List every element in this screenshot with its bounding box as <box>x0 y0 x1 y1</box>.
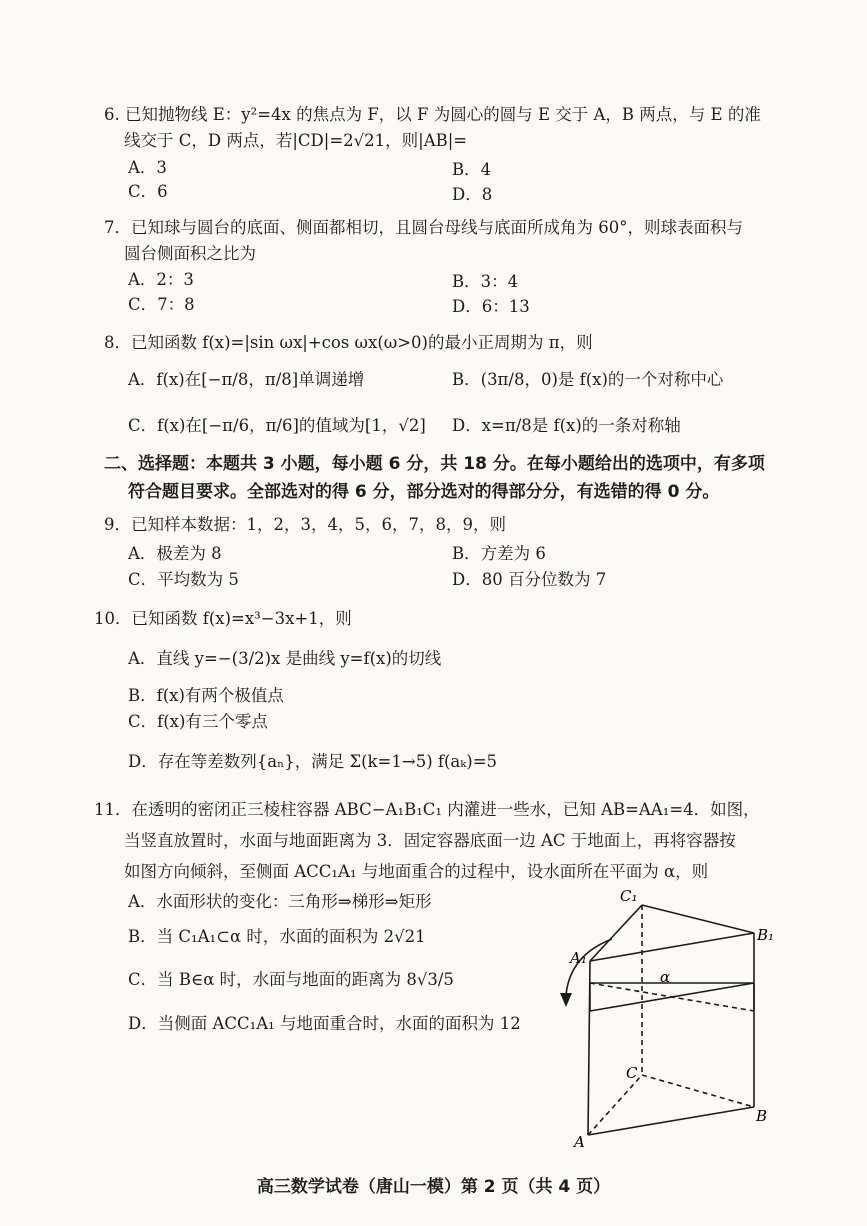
q11-stem-line1: 11．在透明的密闭正三棱柱容器 ABC−A₁B₁C₁ 内灌进一些水，已知 AB=AA₁=4．如图， <box>94 800 760 819</box>
question-11 <box>94 794 814 887</box>
q10-option-d: D．存在等差数列{aₙ}，满足 Σ(k=1→5) f(aₖ)=5 <box>128 752 498 771</box>
q9-stem: 9．已知样本数据：1，2，3，4，5，6，7，8，9，则 <box>104 515 506 534</box>
q10-option-c: C．f(x)有三个零点 <box>128 712 268 731</box>
prism-figure <box>550 885 790 1150</box>
q11-stem-line3: 如图方向倾斜，至侧面 ACC₁A₁ 与地面重合的过程中，设水面所在平面为 α，则 <box>124 862 709 881</box>
q9-option-c: C．平均数为 5 <box>128 570 239 589</box>
q9-option-a: A．极差为 8 <box>128 544 222 563</box>
label-b1: B₁ <box>757 926 775 944</box>
q11-option-d: D．当侧面 ACC₁A₁ 与地面重合时，水面的面积为 12 <box>128 1014 521 1033</box>
question-8 <box>104 330 794 356</box>
page-footer: 高三数学试卷（唐山一模）第 2 页（共 4 页） <box>256 1177 611 1197</box>
label-alpha: α <box>660 968 671 986</box>
q11-stem-line2: 当竖直放置时，水面与地面距离为 3．固定容器底面一边 AC 于地面上，再将容器按 <box>124 831 736 850</box>
q10-stem: 10．已知函数 f(x)=x³−3x+1，则 <box>94 609 352 628</box>
section-2-line2: 符合题目要求。全部选对的得 6 分，部分选对的得部分分，有选错的得 0 分。 <box>128 482 720 502</box>
label-a1: A₁ <box>570 949 587 967</box>
section-2-heading <box>104 450 804 506</box>
q7-option-c: C．7：8 <box>128 295 195 314</box>
label-a: A <box>574 1133 585 1150</box>
q7-stem-line2: 圆台侧面积之比为 <box>124 244 256 263</box>
q11-option-c: C．当 B∈α 时，水面与地面的距离为 8√3/5 <box>128 970 454 989</box>
q11-option-b: B．当 C₁A₁⊂α 时，水面的面积为 2√21 <box>128 927 426 946</box>
q7-option-a: A．2：3 <box>128 270 194 289</box>
q7-option-d: D．6：13 <box>452 297 530 316</box>
q10-option-b: B．f(x)有两个极值点 <box>128 686 284 705</box>
q6-option-b: B．4 <box>452 160 492 179</box>
q7-stem-line1: 7．已知球与圆台的底面、侧面都相切，且圆台母线与底面所成角为 60°，则球表面积与 <box>104 218 743 237</box>
question-6 <box>104 102 794 154</box>
label-c1: C₁ <box>620 887 638 905</box>
q6-stem-line2: 线交于 C，D 两点，若|CD|=2√21，则|AB|= <box>124 131 468 150</box>
q7-option-b: B．3：4 <box>452 272 519 291</box>
q8-option-c: C．f(x)在[−π/6，π/6]的值域为[1，√2] <box>128 416 426 435</box>
label-c: C <box>626 1064 638 1082</box>
q6-stem-line1: 6. 已知抛物线 E：y²=4x 的焦点为 F，以 F 为圆心的圆与 E 交于 A，B 两点，与 E 的准 <box>104 105 761 124</box>
q8-option-a: A．f(x)在[−π/8，π/8]单调递增 <box>128 370 365 389</box>
q6-option-c: C．6 <box>128 182 168 201</box>
q11-option-a: A．水面形状的变化：三角形⇒梯形⇒矩形 <box>128 892 432 911</box>
q6-option-a: A．3 <box>128 158 167 177</box>
q8-option-b: B．(3π/8，0)是 f(x)的一个对称中心 <box>452 370 724 389</box>
q9-option-b: B．方差为 6 <box>452 544 546 563</box>
q8-option-d: D．x=π/8是 f(x)的一条对称轴 <box>452 416 681 435</box>
q10-option-a: A．直线 y=−(3/2)x 是曲线 y=f(x)的切线 <box>128 649 442 668</box>
question-9 <box>104 512 794 538</box>
q6-option-d: D．8 <box>452 185 493 204</box>
q9-option-d: D．80 百分位数为 7 <box>452 570 607 589</box>
question-7 <box>104 215 794 267</box>
question-10 <box>94 606 784 632</box>
q8-stem: 8．已知函数 f(x)=|sin ωx|+cos ωx(ω>0)的最小正周期为 π，则 <box>104 333 593 352</box>
section-2-line1: 二、选择题：本题共 3 小题，每小题 6 分，共 18 分。在每小题给出的选项中，有多项 <box>104 454 765 474</box>
label-b: B <box>756 1107 768 1125</box>
